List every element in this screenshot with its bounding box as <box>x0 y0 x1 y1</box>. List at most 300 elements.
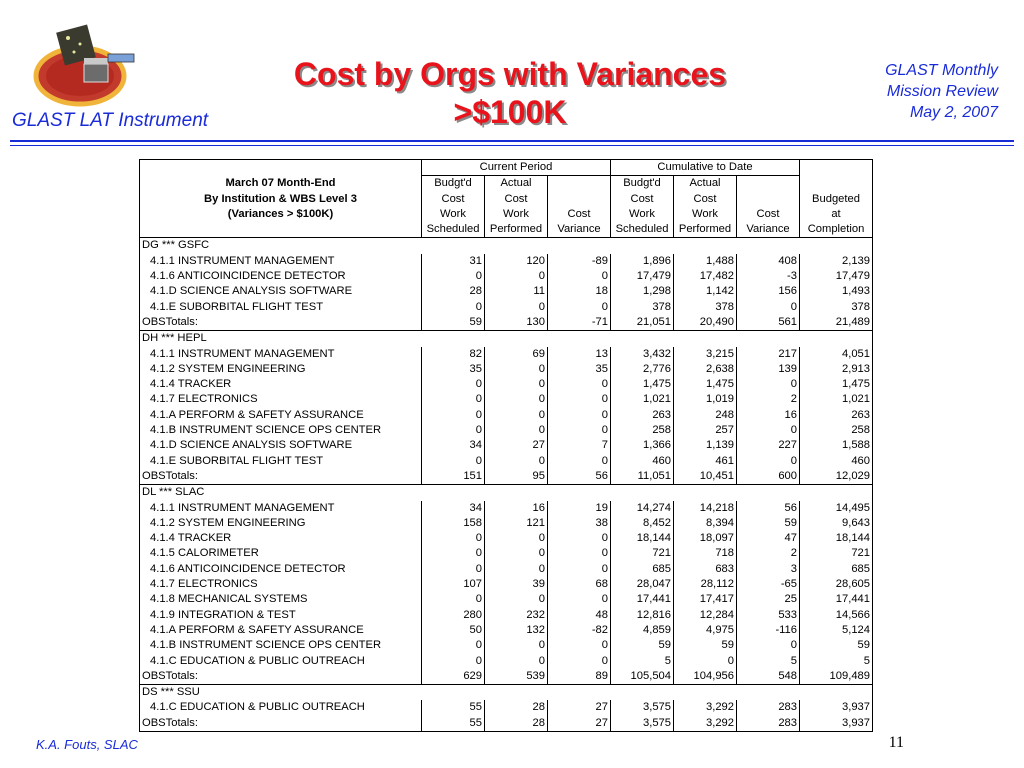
acwp-cell: 132 <box>485 623 548 638</box>
col-cv-h3: Cost <box>548 207 611 222</box>
cum-acwp-cell: 683 <box>674 562 737 577</box>
acwp-total-cell: 539 <box>485 669 548 685</box>
desc-line-2: By Institution & WBS Level 3 <box>140 192 422 207</box>
col-cum-cv-h4: Variance <box>737 222 800 238</box>
obs-total-row <box>140 315 873 331</box>
acwp-cell: 0 <box>485 377 548 392</box>
cum-acwp-cell: 14,218 <box>674 501 737 516</box>
cumulative-header: Cumulative to Date <box>611 160 800 176</box>
bac-cell: 4,051 <box>800 347 873 362</box>
col-cv-h4: Variance <box>548 222 611 238</box>
cv-cell: 19 <box>548 501 611 516</box>
col-acwp-h2: Cost <box>485 192 548 207</box>
review-date: May 2, 2007 <box>909 104 998 121</box>
cum-bcws-total-cell: 21,051 <box>611 315 674 331</box>
col-bcws-h2: Cost <box>422 192 485 207</box>
wbs-label-cell: 4.1.7 ELECTRONICS <box>140 392 422 407</box>
acwp-cell: 11 <box>485 284 548 299</box>
cum-cv-total-cell: 283 <box>737 716 800 732</box>
instrument-label: GLAST LAT Instrument <box>12 110 209 131</box>
bac-cell: 14,566 <box>800 608 873 623</box>
cum-bcws-cell: 18,144 <box>611 531 674 546</box>
wbs-label-cell: 4.1.2 SYSTEM ENGINEERING <box>140 516 422 531</box>
section-header-row <box>140 238 873 254</box>
cum-bcws-cell: 17,441 <box>611 592 674 607</box>
wbs-label-cell: 4.1.C EDUCATION & PUBLIC OUTREACH <box>140 654 422 669</box>
table-row <box>140 362 873 377</box>
bcws-total-cell: 59 <box>422 315 485 331</box>
bcws-cell: 50 <box>422 623 485 638</box>
glast-logo <box>22 14 142 114</box>
table-row <box>140 638 873 653</box>
cum-acwp-cell: 18,097 <box>674 531 737 546</box>
wbs-label-cell: 4.1.1 INSTRUMENT MANAGEMENT <box>140 501 422 516</box>
cum-acwp-total-cell: 20,490 <box>674 315 737 331</box>
acwp-cell: 120 <box>485 254 548 269</box>
bcws-cell: 0 <box>422 654 485 669</box>
col-cum-cv-h2 <box>737 192 800 207</box>
cum-bcws-cell: 685 <box>611 562 674 577</box>
cv-total-cell: -71 <box>548 315 611 331</box>
bac-total-cell: 3,937 <box>800 716 873 732</box>
cv-cell: 0 <box>548 531 611 546</box>
col-bac-h1 <box>800 176 873 192</box>
bac-total-cell: 109,489 <box>800 669 873 685</box>
cum-cv-cell: 156 <box>737 284 800 299</box>
cv-cell: 0 <box>548 423 611 438</box>
bac-cell: 5 <box>800 654 873 669</box>
acwp-cell: 0 <box>485 408 548 423</box>
acwp-cell: 16 <box>485 501 548 516</box>
section-title: DG *** GSFC <box>140 238 873 254</box>
cum-cv-cell: 16 <box>737 408 800 423</box>
table-corner <box>140 160 422 176</box>
col-cum-acwp-h1: Actual <box>674 176 737 192</box>
col-bcws-h3: Work <box>422 207 485 222</box>
wbs-label-cell: 4.1.E SUBORBITAL FLIGHT TEST <box>140 300 422 315</box>
acwp-cell: 232 <box>485 608 548 623</box>
table-row <box>140 516 873 531</box>
review-line-2: Mission Review <box>886 83 998 100</box>
cv-cell: 7 <box>548 438 611 453</box>
table-row <box>140 300 873 315</box>
current-period-header: Current Period <box>422 160 611 176</box>
cv-cell: 68 <box>548 577 611 592</box>
table-row <box>140 454 873 469</box>
table-row <box>140 284 873 299</box>
bcws-cell: 158 <box>422 516 485 531</box>
col-acwp-h3: Work <box>485 207 548 222</box>
col-cum-acwp-h2: Cost <box>674 192 737 207</box>
bcws-total-cell: 55 <box>422 716 485 732</box>
acwp-cell: 121 <box>485 516 548 531</box>
bac-cell: 378 <box>800 300 873 315</box>
bcws-cell: 0 <box>422 423 485 438</box>
section-header-row <box>140 331 873 347</box>
acwp-total-cell: 95 <box>485 469 548 485</box>
cum-cv-cell: 283 <box>737 700 800 715</box>
cv-total-cell: 27 <box>548 716 611 732</box>
cum-cv-cell: 2 <box>737 392 800 407</box>
wbs-label-cell: 4.1.4 TRACKER <box>140 531 422 546</box>
cum-acwp-cell: 3,215 <box>674 347 737 362</box>
bac-cell: 3,937 <box>800 700 873 715</box>
bcws-cell: 34 <box>422 501 485 516</box>
bcws-cell: 280 <box>422 608 485 623</box>
cum-acwp-cell: 1,139 <box>674 438 737 453</box>
wbs-label-cell: 4.1.4 TRACKER <box>140 377 422 392</box>
col-bcws-h4: Scheduled <box>422 222 485 238</box>
cv-cell: 0 <box>548 408 611 423</box>
cv-cell: 18 <box>548 284 611 299</box>
desc-line-1: March 07 Month-End <box>140 176 422 192</box>
review-info <box>885 60 998 123</box>
cv-cell: 35 <box>548 362 611 377</box>
acwp-cell: 0 <box>485 269 548 284</box>
cum-acwp-cell: 461 <box>674 454 737 469</box>
table-row <box>140 423 873 438</box>
cum-cv-cell: -116 <box>737 623 800 638</box>
cv-cell: 0 <box>548 377 611 392</box>
cum-bcws-cell: 12,816 <box>611 608 674 623</box>
acwp-cell: 0 <box>485 546 548 561</box>
bcws-cell: 0 <box>422 592 485 607</box>
acwp-cell: 27 <box>485 438 548 453</box>
cum-acwp-cell: 4,975 <box>674 623 737 638</box>
cum-cv-cell: 408 <box>737 254 800 269</box>
cum-cv-cell: 0 <box>737 454 800 469</box>
cum-acwp-cell: 17,417 <box>674 592 737 607</box>
wbs-label-cell: 4.1.7 ELECTRONICS <box>140 577 422 592</box>
cum-cv-cell: 2 <box>737 546 800 561</box>
wbs-label-cell: 4.1.6 ANTICOINCIDENCE DETECTOR <box>140 269 422 284</box>
cum-acwp-cell: 2,638 <box>674 362 737 377</box>
cum-bcws-cell: 1,475 <box>611 377 674 392</box>
col-acwp-h4: Performed <box>485 222 548 238</box>
acwp-cell: 69 <box>485 347 548 362</box>
cum-cv-total-cell: 561 <box>737 315 800 331</box>
col-cum-acwp-h4: Performed <box>674 222 737 238</box>
bcws-cell: 31 <box>422 254 485 269</box>
cum-cv-cell: 533 <box>737 608 800 623</box>
cv-cell: -82 <box>548 623 611 638</box>
cum-acwp-total-cell: 104,956 <box>674 669 737 685</box>
cum-bcws-cell: 3,432 <box>611 347 674 362</box>
wbs-label-total-cell: OBSTotals: <box>140 315 422 331</box>
cv-cell: 0 <box>548 546 611 561</box>
cum-bcws-cell: 460 <box>611 454 674 469</box>
cum-acwp-cell: 1,475 <box>674 377 737 392</box>
col-cum-bcws-h3: Work <box>611 207 674 222</box>
col-cum-acwp-h3: Work <box>674 207 737 222</box>
section-title: DL *** SLAC <box>140 485 873 501</box>
col-cv-h2 <box>548 192 611 207</box>
acwp-cell: 0 <box>485 454 548 469</box>
bac-cell: 1,475 <box>800 377 873 392</box>
cum-cv-cell: 0 <box>737 300 800 315</box>
cum-bcws-cell: 263 <box>611 408 674 423</box>
cum-cv-total-cell: 600 <box>737 469 800 485</box>
acwp-cell: 0 <box>485 362 548 377</box>
desc-spacer <box>140 222 422 238</box>
cum-cv-cell: 47 <box>737 531 800 546</box>
bcws-cell: 55 <box>422 700 485 715</box>
bac-cell: 721 <box>800 546 873 561</box>
cv-cell: 0 <box>548 454 611 469</box>
cv-cell: 0 <box>548 592 611 607</box>
cum-acwp-cell: 59 <box>674 638 737 653</box>
table-row <box>140 592 873 607</box>
bac-cell: 263 <box>800 408 873 423</box>
cum-cv-cell: 56 <box>737 501 800 516</box>
cv-cell: 38 <box>548 516 611 531</box>
wbs-label-total-cell: OBSTotals: <box>140 469 422 485</box>
cum-acwp-total-cell: 10,451 <box>674 469 737 485</box>
table-row <box>140 700 873 715</box>
cum-cv-cell: 59 <box>737 516 800 531</box>
bac-cell: 460 <box>800 454 873 469</box>
section-title: DS *** SSU <box>140 685 873 701</box>
section-title: DH *** HEPL <box>140 331 873 347</box>
bcws-cell: 107 <box>422 577 485 592</box>
cv-cell: 48 <box>548 608 611 623</box>
bac-cell: 1,493 <box>800 284 873 299</box>
cum-bcws-cell: 2,776 <box>611 362 674 377</box>
bac-cell: 1,021 <box>800 392 873 407</box>
cum-cv-cell: 25 <box>737 592 800 607</box>
bac-cell: 17,479 <box>800 269 873 284</box>
cum-acwp-cell: 28,112 <box>674 577 737 592</box>
footer-author: K.A. Fouts, SLAC <box>36 737 138 752</box>
bcws-total-cell: 151 <box>422 469 485 485</box>
acwp-cell: 0 <box>485 654 548 669</box>
bac-cell: 17,441 <box>800 592 873 607</box>
acwp-cell: 0 <box>485 392 548 407</box>
bac-cell: 18,144 <box>800 531 873 546</box>
cv-cell: -89 <box>548 254 611 269</box>
wbs-label-cell: 4.1.9 INTEGRATION & TEST <box>140 608 422 623</box>
bac-total-cell: 21,489 <box>800 315 873 331</box>
bac-cell: 2,913 <box>800 362 873 377</box>
cum-acwp-cell: 378 <box>674 300 737 315</box>
bcws-cell: 0 <box>422 562 485 577</box>
table-row <box>140 408 873 423</box>
cost-variance-table <box>139 159 873 732</box>
cum-bcws-cell: 1,896 <box>611 254 674 269</box>
col-cum-bcws-h1: Budgt'd <box>611 176 674 192</box>
wbs-label-cell: 4.1.E SUBORBITAL FLIGHT TEST <box>140 454 422 469</box>
cum-acwp-cell: 1,142 <box>674 284 737 299</box>
wbs-label-total-cell: OBSTotals: <box>140 716 422 732</box>
cum-bcws-cell: 3,575 <box>611 700 674 715</box>
col-cum-cv-h1 <box>737 176 800 192</box>
acwp-cell: 39 <box>485 577 548 592</box>
bcws-cell: 82 <box>422 347 485 362</box>
cum-cv-cell: 139 <box>737 362 800 377</box>
cv-cell: 0 <box>548 638 611 653</box>
cum-bcws-cell: 378 <box>611 300 674 315</box>
col-cv-h1 <box>548 176 611 192</box>
bac-cell: 28,605 <box>800 577 873 592</box>
col-cum-cv-h3: Cost <box>737 207 800 222</box>
header-divider <box>10 140 1014 142</box>
bac-cell: 258 <box>800 423 873 438</box>
obs-total-row <box>140 469 873 485</box>
table-row <box>140 531 873 546</box>
wbs-label-cell: 4.1.A PERFORM & SAFETY ASSURANCE <box>140 623 422 638</box>
cum-bcws-cell: 17,479 <box>611 269 674 284</box>
cv-cell: 0 <box>548 562 611 577</box>
bcws-cell: 34 <box>422 438 485 453</box>
bcws-cell: 0 <box>422 392 485 407</box>
cum-acwp-cell: 12,284 <box>674 608 737 623</box>
acwp-cell: 0 <box>485 423 548 438</box>
cum-bcws-cell: 1,366 <box>611 438 674 453</box>
table-row <box>140 562 873 577</box>
section-header-row <box>140 685 873 701</box>
bac-cell: 14,495 <box>800 501 873 516</box>
wbs-label-cell: 4.1.B INSTRUMENT SCIENCE OPS CENTER <box>140 638 422 653</box>
review-line-1: GLAST Monthly <box>885 62 998 79</box>
wbs-label-cell: 4.1.A PERFORM & SAFETY ASSURANCE <box>140 408 422 423</box>
wbs-label-cell: 4.1.5 CALORIMETER <box>140 546 422 561</box>
table-row <box>140 438 873 453</box>
bcws-cell: 0 <box>422 269 485 284</box>
bcws-cell: 35 <box>422 362 485 377</box>
page-number: 11 <box>888 734 904 751</box>
table-row <box>140 392 873 407</box>
cum-cv-cell: 0 <box>737 377 800 392</box>
bcws-cell: 0 <box>422 546 485 561</box>
cum-acwp-cell: 8,394 <box>674 516 737 531</box>
bcws-cell: 0 <box>422 408 485 423</box>
wbs-label-cell: 4.1.B INSTRUMENT SCIENCE OPS CENTER <box>140 423 422 438</box>
table-row <box>140 623 873 638</box>
acwp-cell: 0 <box>485 531 548 546</box>
title-line-2: >$100K <box>453 94 567 130</box>
wbs-label-total-cell: OBSTotals: <box>140 669 422 685</box>
title-line-1: Cost by Orgs with Variances <box>293 56 727 92</box>
col-bac-h3: at <box>800 207 873 222</box>
cum-acwp-cell: 257 <box>674 423 737 438</box>
cum-acwp-cell: 17,482 <box>674 269 737 284</box>
cum-acwp-cell: 0 <box>674 654 737 669</box>
bac-cell: 9,643 <box>800 516 873 531</box>
desc-line-3: (Variances > $100K) <box>140 207 422 222</box>
cum-bcws-cell: 5 <box>611 654 674 669</box>
cum-bcws-cell: 1,021 <box>611 392 674 407</box>
header-divider-thin <box>10 145 1014 146</box>
cv-cell: 0 <box>548 392 611 407</box>
acwp-cell: 0 <box>485 592 548 607</box>
table-row <box>140 608 873 623</box>
bac-cell: 1,588 <box>800 438 873 453</box>
bac-cell: 5,124 <box>800 623 873 638</box>
cum-bcws-cell: 8,452 <box>611 516 674 531</box>
cv-cell: 27 <box>548 700 611 715</box>
wbs-label-cell: 4.1.D SCIENCE ANALYSIS SOFTWARE <box>140 284 422 299</box>
cum-bcws-cell: 14,274 <box>611 501 674 516</box>
obs-total-row <box>140 716 873 732</box>
bac-corner <box>800 160 873 176</box>
cv-cell: 0 <box>548 300 611 315</box>
cum-acwp-cell: 1,488 <box>674 254 737 269</box>
cum-cv-total-cell: 548 <box>737 669 800 685</box>
wbs-label-cell: 4.1.6 ANTICOINCIDENCE DETECTOR <box>140 562 422 577</box>
bac-cell: 685 <box>800 562 873 577</box>
bcws-cell: 0 <box>422 638 485 653</box>
cv-cell: 0 <box>548 269 611 284</box>
bcws-total-cell: 629 <box>422 669 485 685</box>
cum-bcws-cell: 258 <box>611 423 674 438</box>
col-bcws-h1: Budgt'd <box>422 176 485 192</box>
table-row <box>140 377 873 392</box>
bcws-cell: 0 <box>422 531 485 546</box>
section-header-row <box>140 485 873 501</box>
cum-bcws-cell: 4,859 <box>611 623 674 638</box>
cum-bcws-cell: 59 <box>611 638 674 653</box>
table-row <box>140 254 873 269</box>
cum-acwp-cell: 3,292 <box>674 700 737 715</box>
cv-cell: 13 <box>548 347 611 362</box>
bcws-cell: 0 <box>422 454 485 469</box>
wbs-label-cell: 4.1.1 INSTRUMENT MANAGEMENT <box>140 254 422 269</box>
bcws-cell: 0 <box>422 377 485 392</box>
cum-acwp-total-cell: 3,292 <box>674 716 737 732</box>
acwp-total-cell: 28 <box>485 716 548 732</box>
acwp-total-cell: 130 <box>485 315 548 331</box>
table-row <box>140 654 873 669</box>
bac-total-cell: 12,029 <box>800 469 873 485</box>
cum-cv-cell: 5 <box>737 654 800 669</box>
acwp-cell: 0 <box>485 562 548 577</box>
cum-bcws-cell: 28,047 <box>611 577 674 592</box>
table-row <box>140 577 873 592</box>
cum-cv-cell: 0 <box>737 638 800 653</box>
col-bac-h2: Budgeted <box>800 192 873 207</box>
acwp-cell: 0 <box>485 300 548 315</box>
bcws-cell: 28 <box>422 284 485 299</box>
cum-cv-cell: 227 <box>737 438 800 453</box>
cv-total-cell: 89 <box>548 669 611 685</box>
cum-cv-cell: 3 <box>737 562 800 577</box>
cum-acwp-cell: 248 <box>674 408 737 423</box>
cum-bcws-total-cell: 105,504 <box>611 669 674 685</box>
acwp-cell: 0 <box>485 638 548 653</box>
wbs-label-cell: 4.1.2 SYSTEM ENGINEERING <box>140 362 422 377</box>
table-row <box>140 269 873 284</box>
cum-cv-cell: 217 <box>737 347 800 362</box>
cum-acwp-cell: 718 <box>674 546 737 561</box>
cum-cv-cell: -3 <box>737 269 800 284</box>
bac-cell: 2,139 <box>800 254 873 269</box>
table-row <box>140 546 873 561</box>
bac-cell: 59 <box>800 638 873 653</box>
cv-total-cell: 56 <box>548 469 611 485</box>
slide-title <box>250 55 770 131</box>
wbs-label-cell: 4.1.1 INSTRUMENT MANAGEMENT <box>140 347 422 362</box>
wbs-label-cell: 4.1.D SCIENCE ANALYSIS SOFTWARE <box>140 438 422 453</box>
cum-cv-cell: -65 <box>737 577 800 592</box>
cum-bcws-total-cell: 11,051 <box>611 469 674 485</box>
col-bac-h4: Completion <box>800 222 873 238</box>
cv-cell: 0 <box>548 654 611 669</box>
col-acwp-h1: Actual <box>485 176 548 192</box>
cum-bcws-total-cell: 3,575 <box>611 716 674 732</box>
cum-acwp-cell: 1,019 <box>674 392 737 407</box>
cum-bcws-cell: 721 <box>611 546 674 561</box>
wbs-label-cell: 4.1.8 MECHANICAL SYSTEMS <box>140 592 422 607</box>
